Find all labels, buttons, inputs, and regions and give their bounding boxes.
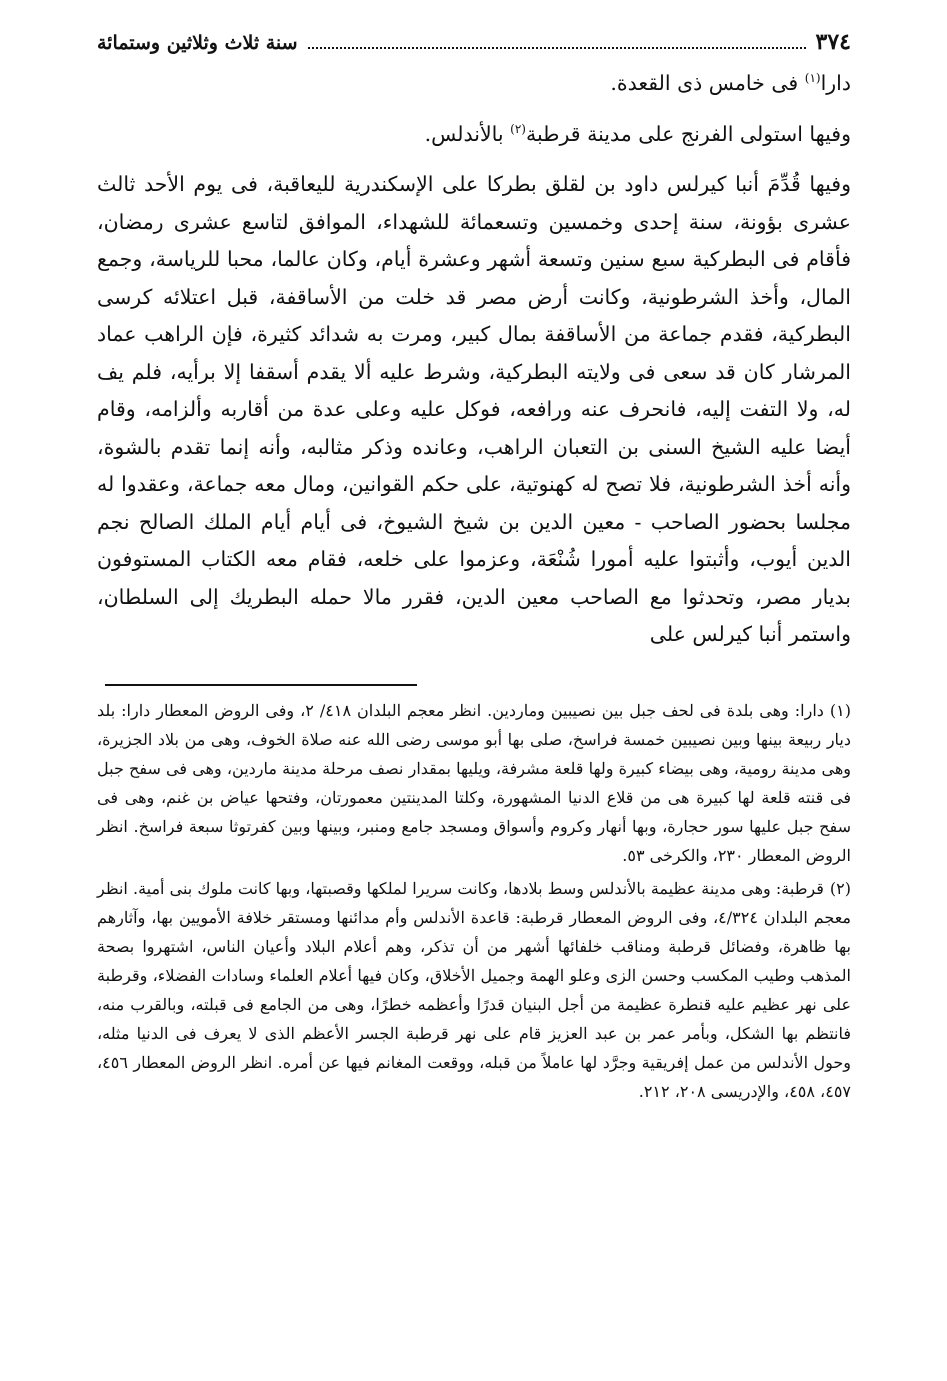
book-page bbox=[97, 22, 851, 1106]
footnote-1-mark: (١) bbox=[829, 700, 851, 720]
paragraph-2-text: وفيها استولى الفرنج على مدينة قرطبة bbox=[525, 121, 851, 146]
footnote-1 bbox=[97, 696, 851, 870]
paragraph-1 bbox=[97, 65, 851, 103]
footnotes bbox=[97, 696, 851, 1106]
paragraph-2-tail: بالأندلس. bbox=[424, 121, 511, 146]
footnote-2-mark: (٢) bbox=[829, 878, 851, 898]
paragraph-1-tail: فى خامس ذى القعدة. bbox=[610, 71, 805, 95]
footnote-2-text: قرطبة: وهى مدينة عظيمة بالأندلس وسط بلادها، وكانت سريرا لملكها وقصبتها، وبها كانت ملوك بنى أمية. انظر معجم البلدان ٤/٣٢٤، وفى الروض المعطار قرطبة: قاعدة الأندلس وأم مدائنها ومستقر خلافة الأمويين بها، وآثارهم بها ظاهرة، وفضائل قرطبة ومناقب خلفائها أشهر من أن تذكر، وهم أعلام البلاد وأعيان الناس، اشتهروا بصحة المذهب وطيب المكسب وحسن الزى وعلو الهمة وجميل الأخلاق، وكان فيها أعلام العلماء وسادات الفضلاء، وقرطبة على نهر عظيم عليه قنطرة عظيمة من أجل البنيان قدرًا وأعظمه خطرًا، وهى من الجامع فى قبلته، وبالقرب منه، فانتظم بها الشكل، وبأمر عمر بن عبد العزيز قام على نهر قرطبة الجسر الأعظم الذى لا يعرف فى الدنيا مثله، وحول الأندلس من عمل إفريقية وجرَّد لها عاملاً من قبله، ووقعت المغانم فيها عن أمره. انظر الروض المعطار ٤٥٦، ٤٥٧، ٤٥٨، والإدريسى ٢٠٨، ٢١٢. bbox=[97, 878, 852, 1101]
footnote-2 bbox=[97, 874, 851, 1106]
running-header bbox=[97, 22, 851, 65]
header-dot-leader bbox=[308, 46, 806, 49]
footnote-1-text: دارا: وهى بلدة فى لحف جبل بين نصيبين وماردين. انظر معجم البلدان ٤١٨/ ٢، وفى الروض المعطار دارا: بلد ديار ربيعة بينها وبين نصيبين خمسة فراسخ، صلى بها أبو موسى رضى الله عنه صلاة الخوف، وهى من بلاد الجزيرة، وهى مدينة رومية، وهى بيضاء كبيرة ولها قلعة مشرفة، ويليها بمقدار نصف مرحلة مدينة ماردين، وهى فى سفح جبل فى قنته قلعة لها كبيرة هى من قلاع الدنيا المشهورة، وكلتا المدينتين معمورتان، وفتحها عياض بن غنم، وهى فى سفح جبل عليها سور حجارة، وبها أنهار وكروم وأسواق ومسجد جامع ومنبر، وبينها وبين كفرتوثا سبعة فراسخ. انظر الروض المعطار ٢٣٠، والكرخى ٥٣. bbox=[97, 700, 851, 865]
footnote-ref-2: (٢) bbox=[510, 121, 526, 136]
running-title: سنة ثلاث وثلاثين وستمائة bbox=[97, 32, 298, 54]
footnote-separator bbox=[105, 684, 417, 686]
paragraph-2 bbox=[97, 116, 851, 154]
main-text bbox=[97, 65, 851, 654]
footnote-ref-1: (١) bbox=[804, 71, 821, 86]
paragraph-3: وفيها قُدِّمَ أنبا كيرلس داود بن لقلق بطركا على الإسكندرية لليعاقبة، فى يوم الأحد ثالث عشرى بؤونة، سنة إحدى وخمسين وتسعمائة للشهداء، الموافق لتاسع عشرى رمضان، فأقام فى البطركية سبع سنين وتسعة أشهر وعشرة أيام، وكان عالما، محبا للرياسة، وجمع المال، وأخذ الشرطونية، وكانت أرض مصر قد خلت من الأساقفة، قبل اعتلائه كرسى البطركية، فقدم جماعة من الأساقفة بمال كبير، ومرت به شدائد كثيرة، فإن الراهب عماد المرشار كان قد سعى فى ولايته البطركية، وشرط عليه ألا يقدم أسقفا إلا برأيه، فلم يف له، ولا التفت إليه، فانحرف عنه ورافعه، فوكل عليه وعلى عدة من أقاربه وألزامه، وقام أيضا عليه الشيخ السنى بن التعبان الراهب، وعانده وذكر مثالبه، وأنه إنما تقدم بالشوة، وأنه أخذ الشرطونية، فلا تصح له كهنوتية، على حكم القوانين، ومال معه جماعة، وعقدوا له مجلسا بحضور الصاحب - معين الدين بن شيخ الشيوخ، فى أيام أيام الملك الصالح نجم الدين أيوب، وأثبتوا عليه أمورا شُنْعَة، وعزموا على خلعه، فقام معه الكتاب المستوفون بديار مصر، وتحدثوا مع الصاحب معين الدين، فقرر مالا حمله البطريك إلى السلطان، واستمر أنبا كيرلس على bbox=[97, 172, 851, 646]
paragraph-1-text: دارا bbox=[820, 71, 851, 95]
page-number: ٣٧٤ bbox=[815, 29, 851, 55]
